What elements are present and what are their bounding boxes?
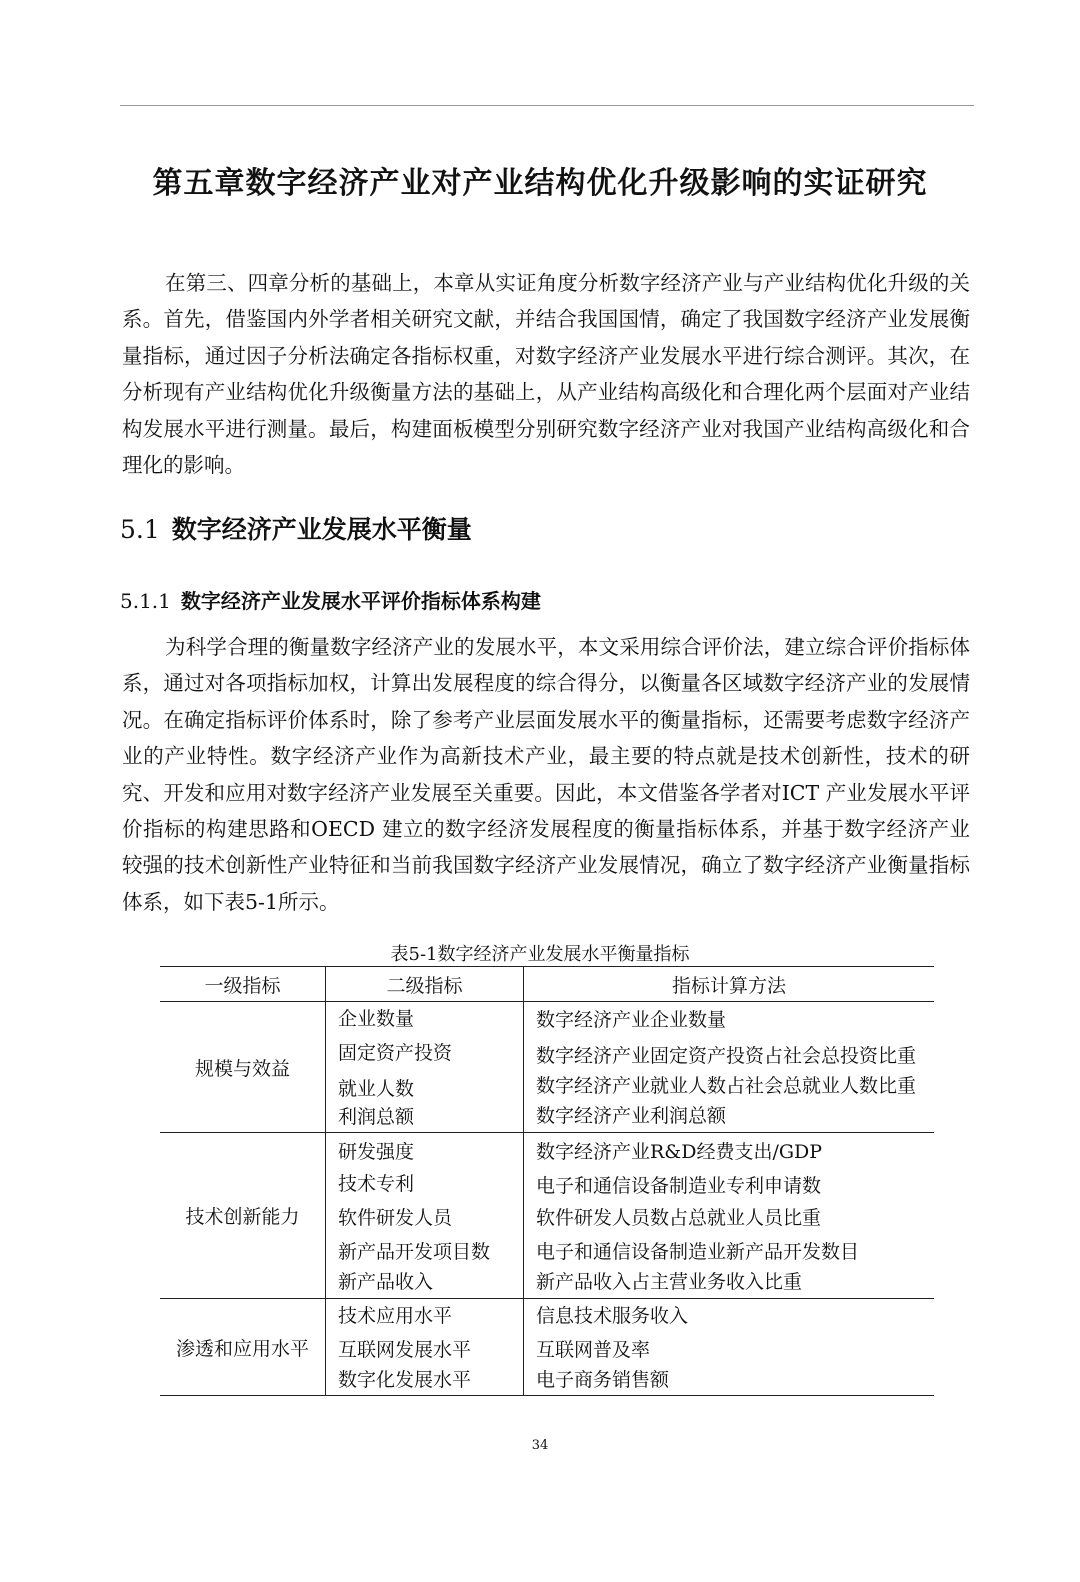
calculation-methods [524,1133,935,1299]
page-number: 34 [531,1438,549,1453]
header-secondary: 二级指标 [326,967,524,1002]
header-primary: 一级指标 [160,967,326,1002]
method-item: 电子和通信设备制造业专利申请数 [536,1174,822,1197]
table-row [160,1002,934,1133]
body-paragraph: 为科学合理的衡量数字经济产业的发展水平，本文采用综合评价法，建立综合评价指标体系，通过对各项指标加权，计算出发展程度的综合得分，以衡量各区域数字经济产业的发展情况。在确定指标评价体系时，除了参考产业层面发展水平的衡量指标，还需要考虑数字经济产业的产业特性。数字经济产业作为高新技术产业，最主要的特点就是技术创新性，技术的研究、开发和应用对数字经济产业发展至关重要。因此，本文借鉴各学者对ICT 产业发展水平评价指标的构建思路和OECD 建立的数字经济发展程度的衡量指标体系，并基于数字经济产业较强的技术创新性产业特征和当前我国数字经济产业发展情况，确立了数字经济产业衡量指标体系，如下表5-1所示。 [122,635,970,914]
subsection-number: 5.1.1 [120,589,171,613]
primary-indicator: 渗透和应用水平 [160,1299,326,1396]
method-item: 新产品收入占主营业务收入比重 [536,1270,803,1293]
calculation-methods [524,1002,935,1133]
secondary-item: 技术专利 [338,1172,415,1195]
table-row [160,1133,934,1299]
table-row [160,1299,934,1396]
secondary-item: 互联网发展水平 [338,1339,472,1361]
secondary-item: 固定资产投资 [338,1042,453,1064]
method-item: 数字经济产业就业人数占社会总就业人数比重 [536,1075,917,1097]
secondary-item: 数字化发展水平 [338,1369,472,1391]
secondary-item: 技术应用水平 [338,1305,453,1327]
secondary-indicators [326,1299,524,1396]
calculation-methods [524,1299,935,1396]
method-item: 数字经济产业企业数量 [536,1009,727,1031]
chapter-title: 第五章数字经济产业对产业结构优化升级影响的实证研究 [152,166,928,201]
section-number: 5.1 [120,515,160,544]
method-item: 信息技术服务收入 [536,1305,689,1327]
table-caption: 表5-1数字经济产业发展水平衡量指标 [390,944,690,965]
secondary-item: 新产品开发项目数 [338,1240,491,1263]
indicator-table [160,966,934,1396]
secondary-item: 软件研发人员 [338,1206,453,1229]
section-title: 数字经济产业发展水平衡量 [171,515,472,544]
secondary-item: 新产品收入 [338,1270,434,1293]
header-method: 指标计算方法 [524,967,935,1002]
method-item: 互联网普及率 [536,1339,651,1361]
method-item: 软件研发人员数占总就业人员比重 [536,1206,822,1229]
intro-paragraph: 在第三、四章分析的基础上，本章从实证角度分析数字经济产业与产业结构优化升级的关系。首先，借鉴国内外学者相关研究文献，并结合我国国情，确定了我国数字经济产业发展衡量指标，通过因子分析法确定各指标权重，对数字经济产业发展水平进行综合测评。其次，在分析现有产业结构优化升级衡量方法的基础上，从产业结构高级化和合理化两个层面对产业结构发展水平进行测量。最后，构建面板模型分别研究数字经济产业对我国产业结构高级化和合理化的影响。 [122,271,970,478]
primary-indicator: 技术创新能力 [160,1133,326,1299]
method-item: 电子商务销售额 [536,1369,670,1391]
subsection-title: 数字经济产业发展水平评价指标体系构建 [180,589,541,613]
secondary-item: 就业人数 [338,1078,415,1100]
primary-indicator: 规模与效益 [160,1002,326,1133]
secondary-item: 企业数量 [338,1008,415,1030]
section-heading-5-1 [120,510,472,546]
method-item: 数字经济产业利润总额 [536,1105,727,1127]
secondary-indicators [326,1002,524,1133]
secondary-item: 利润总额 [338,1106,415,1128]
header-rule [120,105,974,106]
method-item: 数字经济产业R&D经费支出/GDP [536,1140,823,1163]
secondary-indicators [326,1133,524,1299]
method-item: 电子和通信设备制造业新产品开发数目 [536,1240,860,1263]
method-item: 数字经济产业固定资产投资占社会总投资比重 [536,1045,917,1067]
secondary-item: 研发强度 [338,1140,415,1163]
table-header-row [160,967,934,1002]
subsection-heading-5-1-1 [120,585,541,614]
